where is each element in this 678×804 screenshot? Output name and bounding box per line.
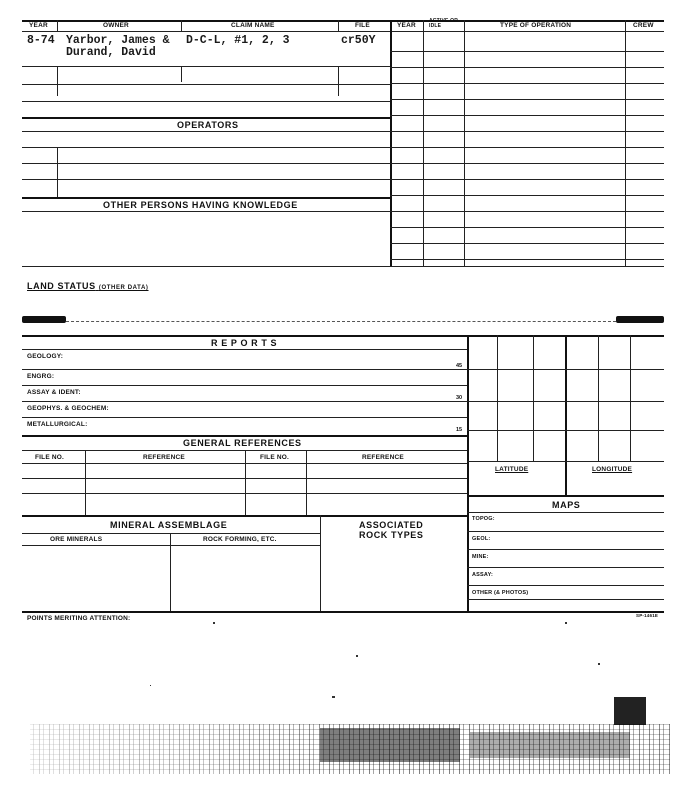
- ref-col-reference-1: REFERENCE: [143, 454, 185, 461]
- col-file: FILE: [355, 22, 370, 29]
- latitude-label: LATITUDE: [495, 466, 529, 473]
- associated-rock-types-line1: ASSOCIATED: [359, 520, 424, 530]
- col-crew: CREW: [633, 22, 654, 29]
- col-claim-name: CLAIM NAME: [231, 22, 275, 29]
- points-meriting-attention: POINTS MERITING ATTENTION:: [27, 615, 131, 622]
- maps-assay: ASSAY:: [472, 572, 494, 578]
- report-geophys: GEOPHYS. & GEOCHEM:: [27, 405, 109, 412]
- right-panel-left-edge: [467, 335, 469, 611]
- reports-heading: R E P O R T S: [211, 338, 278, 348]
- ref-col-file-no-2: FILE NO.: [260, 454, 290, 461]
- report-engrg: ENGRG:: [27, 373, 55, 380]
- bottom-border: [22, 611, 664, 613]
- ref-col-file-no-1: FILE NO.: [35, 454, 65, 461]
- maps-other: OTHER (& PHOTOS): [472, 590, 529, 596]
- land-status-heading: LAND STATUS (OTHER DATA): [27, 281, 149, 291]
- maps-topog: TOPOG:: [472, 516, 495, 522]
- other-persons-heading: OTHER PERSONS HAVING KNOWLEDGE: [103, 200, 298, 210]
- redaction-mark-right: [616, 316, 664, 323]
- col-year: YEAR: [29, 22, 48, 29]
- col-rock-forming: ROCK FORMING, ETC.: [203, 536, 277, 543]
- scan-dark-smudge-2: [470, 732, 630, 758]
- maps-mine: MINE:: [472, 554, 489, 560]
- redaction-mark-left: [22, 316, 66, 323]
- col-ore-minerals: ORE MINERALS: [50, 536, 103, 543]
- left-panel-right-edge: [390, 20, 392, 266]
- entry-year: 8-74: [27, 34, 55, 47]
- ref-col-reference-2: REFERENCE: [362, 454, 404, 461]
- report-assay: ASSAY & IDENT:: [27, 389, 81, 396]
- scan-dark-block: [614, 697, 646, 725]
- mark-30: 30: [456, 395, 463, 401]
- longitude-label: LONGITUDE: [592, 466, 633, 473]
- maps-geol: GEOL:: [472, 536, 491, 542]
- mark-45: 45: [456, 363, 463, 369]
- maps-heading: MAPS: [552, 500, 581, 510]
- col-active-or-idle: ACTIVE OR IDLE: [429, 18, 459, 29]
- associated-rock-types-line2: ROCK TYPES: [359, 530, 424, 540]
- header-divider: [22, 31, 664, 32]
- general-references-heading: GENERAL REFERENCES: [183, 438, 302, 448]
- entry-claim-name: D-C-L, #1, 2, 3: [186, 34, 290, 47]
- mineral-assemblage-heading: MINERAL ASSEMBLAGE: [110, 520, 228, 530]
- report-geology: GEOLOGY:: [27, 353, 64, 360]
- entry-owner-line2: Durand, David: [66, 46, 156, 59]
- form-number: SP-1461E: [636, 613, 659, 618]
- scan-dark-smudge: [320, 728, 460, 762]
- col-owner: OWNER: [103, 22, 129, 29]
- entry-file: cr50Y: [341, 34, 376, 47]
- operators-heading: OPERATORS: [177, 120, 239, 130]
- entry-owner-line1: Yarbor, James &: [66, 34, 170, 47]
- report-metallurgical: METALLURGICAL:: [27, 421, 88, 428]
- col-type-of-operation: TYPE OF OPERATION: [500, 22, 572, 29]
- col-year-ops: YEAR: [397, 22, 416, 29]
- mark-15: 15: [456, 427, 463, 433]
